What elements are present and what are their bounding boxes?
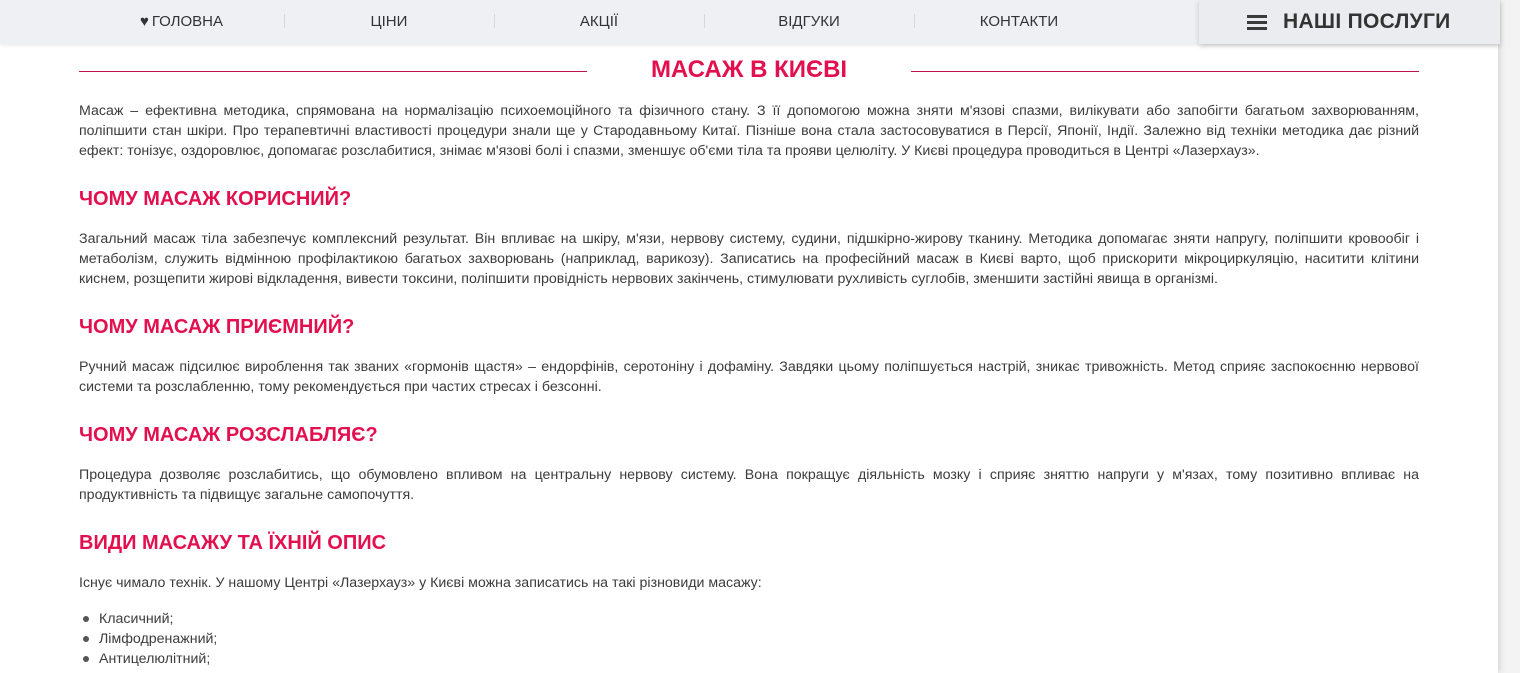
list-item: Лімфодренажний; — [83, 629, 217, 649]
section-heading-pleasant: ЧОМУ МАСАЖ ПРИЄМНИЙ? — [79, 316, 355, 338]
nav-promotions[interactable]: АКЦІЇ — [579, 12, 619, 30]
title-divider-left — [79, 71, 587, 72]
section-heading-types: ВИДИ МАСАЖУ ТА ЇХНІЙ ОПИС — [79, 532, 387, 554]
massage-types-list — [83, 609, 217, 669]
nav-home[interactable] — [79, 0, 284, 42]
section-heading-relaxing: ЧОМУ МАСАЖ РОЗСЛАБЛЯЄ? — [79, 424, 378, 446]
bullet-icon — [83, 636, 89, 642]
heart-icon: ♥ — [139, 12, 149, 30]
our-services-button[interactable] — [1199, 0, 1500, 44]
list-item: Антицелюлітний; — [83, 649, 217, 669]
page-title: МАСАЖ В КИЄВІ — [650, 56, 848, 83]
title-divider-right — [911, 71, 1419, 72]
our-services-label: НАШІ ПОСЛУГИ — [1283, 10, 1451, 33]
bullet-icon — [83, 656, 89, 662]
nav-home-label: ГОЛОВНА — [151, 12, 224, 30]
nav-reviews[interactable]: ВІДГУКИ — [778, 12, 840, 30]
section-types — [79, 573, 1419, 593]
hamburger-menu-icon — [1247, 12, 1267, 33]
nav-contacts[interactable]: КОНТАКТИ — [979, 12, 1059, 30]
section-pleasant — [79, 357, 1419, 397]
intro-paragraph: Масаж – ефективна методика, спрямована на нормалізацію психоемоційного та фізичного стану. З її допомогою можна зняти м'язові спазми, вилікувати або запобігти багатьом захворюванням, поліпшити стан шкіри. Про терапевтичні властивості процедури знали ще у Стародавньому Китаї. Пізніше вона стала застосовуватися в Персії, Японії, Індії. Залежно від техніки методика дає різний ефект: тонізує, оздоровлює, допомагає розслабитися, знімає м'язові болі і спазми, зменшує об'єми тіла та прояви целюліту. У Києві процедура проводиться в Центрі «Лазерхауз». — [79, 103, 1419, 159]
intro-block — [79, 101, 1419, 161]
section-types-text: Існує чимало технік. У нашому Центрі «Лазерхауз» у Києві можна записатись на такі різновиди масажу: — [79, 575, 762, 591]
section-useful-text: Загальний масаж тіла забезпечує комплексний результат. Він впливає на шкіру, м'язи, нервову систему, судини, підшкірно-жирову тканину. Методика допомагає зняти напругу, поліпшити кровообіг і метаболізм, служить відмінною профілактикою багатьох захворювань (наприклад, варикозу). Записатись на професійний масаж в Києві варто, щоб прискорити мікроциркуляцію, наситити клітини киснем, розщепити жирові відкладення, вивести токсини, поліпшити провідність нервових закінчень, стимулювати рухливість суглобів, зменшити застійні явища в організмі. — [79, 231, 1419, 287]
section-pleasant-text: Ручний масаж підсилює вироблення так званих «гормонів щастя» – ендорфінів, серотоніну і дофаміну. Завдяки цьому поліпшується настрій, зникає тривожність. Метод сприяє заспокоєнню нервової системи та розслабленню, тому рекомендується при частих стресах і безсонні. — [79, 359, 1419, 395]
section-useful — [79, 229, 1419, 289]
bullet-icon — [83, 616, 89, 622]
page-title-row — [79, 56, 1419, 86]
nav-prices[interactable]: ЦІНИ — [370, 12, 408, 30]
top-navigation — [0, 0, 1498, 44]
section-relaxing-text: Процедура дозволяє розслабитись, що обумовлено впливом на центральну нервову систему. Вона покращує діяльність мозку і сприяє зняттю напруги у м'язах, тому позитивно впливає на продуктивність та підвищує загальне самопочуття. — [79, 467, 1419, 503]
section-relaxing — [79, 465, 1419, 505]
list-item: Класичний; — [83, 609, 217, 629]
section-heading-useful: ЧОМУ МАСАЖ КОРИСНИЙ? — [79, 188, 352, 210]
